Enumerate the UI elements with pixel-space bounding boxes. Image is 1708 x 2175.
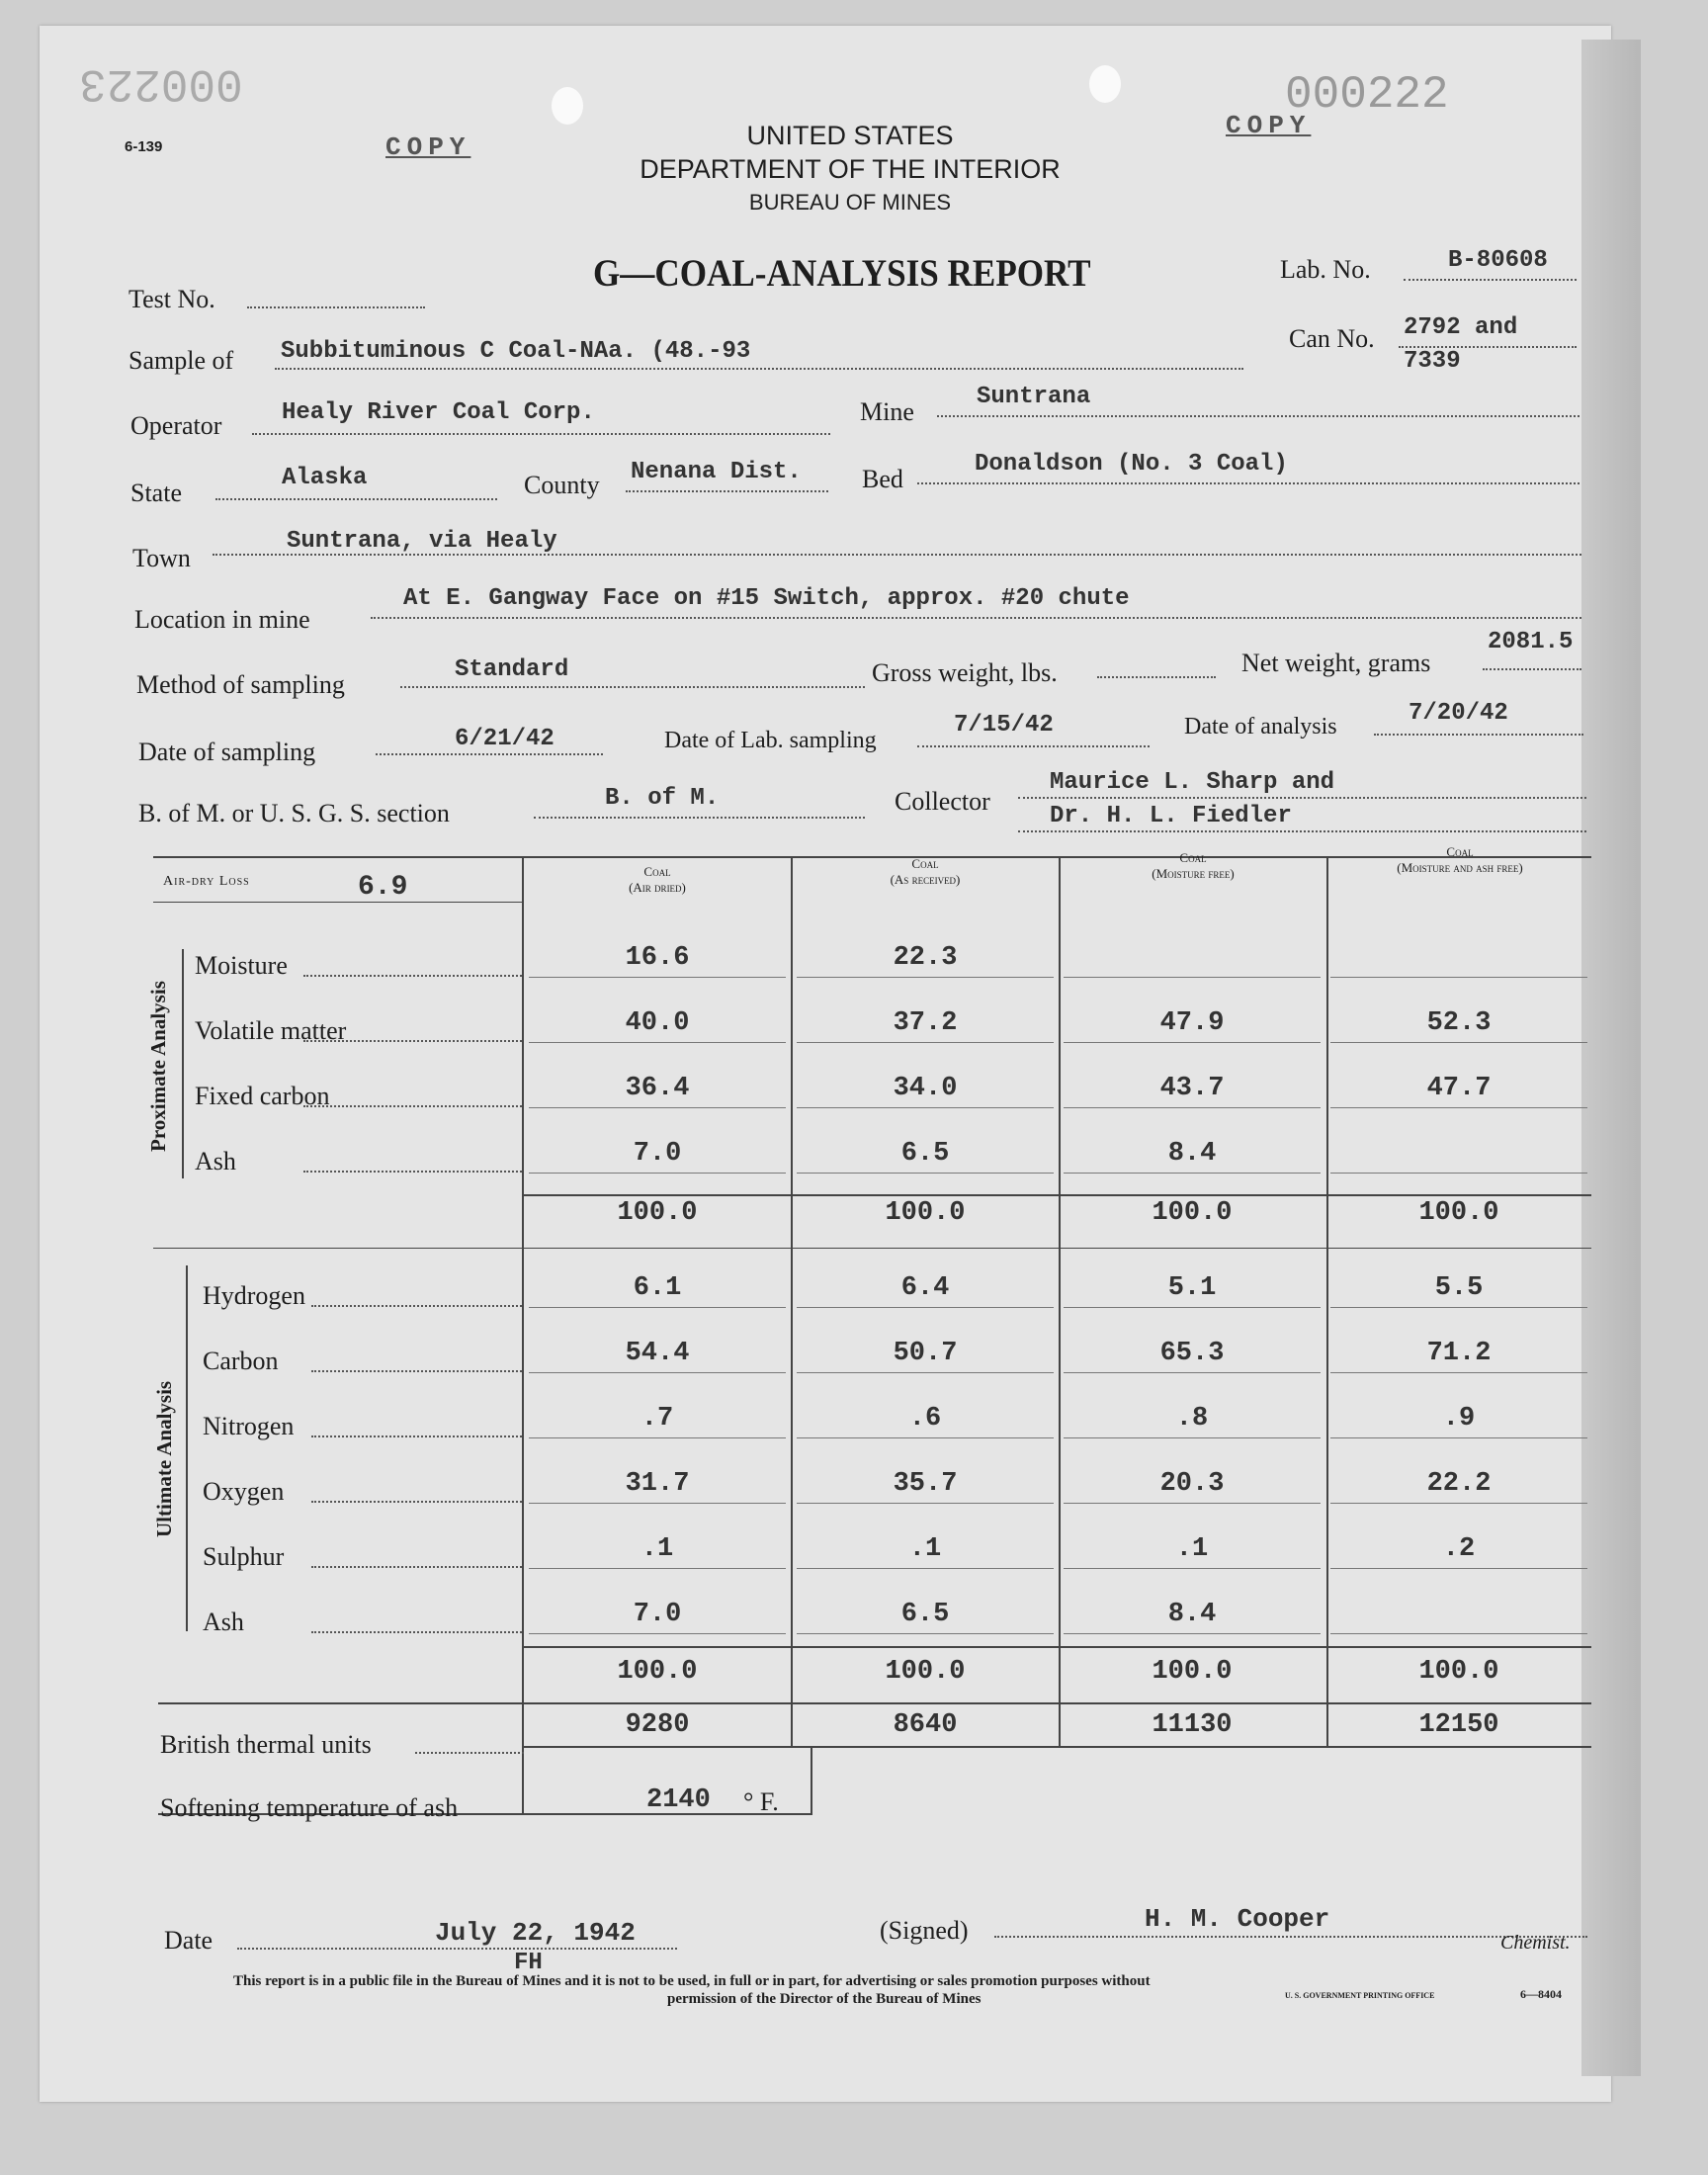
ultimate-cell-rule: [797, 1633, 1054, 1634]
section-line: [534, 817, 865, 819]
date-sampling-value: 6/21/42: [455, 726, 555, 752]
ultimate-cell: 65.3: [1159, 1339, 1225, 1368]
proximate-cell: 8.4: [1167, 1139, 1217, 1169]
proximate-row-dots: [303, 1171, 522, 1173]
col-divider-1: [522, 856, 524, 1813]
date-label: Date: [164, 1926, 214, 1955]
bed-value: Donaldson (No. 3 Coal): [975, 451, 1288, 478]
ultimate-cell-rule: [1330, 1437, 1587, 1438]
proximate-row-dots: [303, 1105, 522, 1107]
col-header-top: Coal: [1446, 844, 1474, 859]
document-sheet: [40, 26, 1611, 2102]
proximate-cell: 6.5: [900, 1139, 950, 1169]
proximate-bracket: [182, 949, 184, 1178]
ultimate-cell: 35.7: [893, 1469, 958, 1499]
ultimate-total-cell: 100.0: [885, 1657, 966, 1687]
sample-of-line: [275, 368, 1243, 370]
proximate-row-label: Volatile matter: [195, 1016, 347, 1045]
net-weight-line: [1483, 668, 1581, 670]
proximate-cell-rule: [1064, 1173, 1321, 1174]
col-header-air-dried: [524, 864, 791, 896]
ultimate-cell-rule: [529, 1307, 786, 1308]
ultimate-cell-rule: [797, 1503, 1054, 1504]
county-label: County: [524, 471, 600, 499]
ultimate-cell-rule: [797, 1307, 1054, 1308]
proximate-total-cell: 100.0: [1418, 1198, 1499, 1228]
sample-of-value: Subbituminous C Coal-NAa. (48.-93: [281, 338, 751, 365]
ultimate-cell: .6: [908, 1404, 942, 1434]
location-label: Location in mine: [134, 605, 310, 634]
ultimate-cell-rule: [797, 1437, 1054, 1438]
ultimate-cell-rule: [529, 1372, 786, 1373]
ultimate-cell-rule: [1064, 1372, 1321, 1373]
proximate-cell-rule: [1330, 977, 1587, 978]
proximate-cell-rule: [797, 1107, 1054, 1108]
ultimate-cell-rule: [529, 1503, 786, 1504]
ultimate-cell-rule: [1330, 1503, 1587, 1504]
location-value: At E. Gangway Face on #15 Switch, approx. #20 chute: [403, 585, 1130, 612]
initials-value: FH: [514, 1950, 543, 1976]
date-line: [237, 1948, 677, 1950]
section-label: B. of M. or U. S. G. S. section: [138, 799, 450, 827]
proximate-analysis-label: Proximate Analysis: [146, 981, 170, 1152]
ultimate-row-dots: [311, 1566, 522, 1568]
proximate-bottom-rule: [153, 1248, 1591, 1249]
ultimate-cell: 7.0: [633, 1600, 682, 1629]
date-sampling-label: Date of sampling: [138, 738, 316, 766]
signed-label: (Signed): [880, 1916, 969, 1945]
ultimate-cell: 6.1: [633, 1273, 682, 1303]
ultimate-cell: 50.7: [893, 1339, 958, 1368]
town-label: Town: [132, 544, 191, 572]
ultimate-row-dots: [311, 1501, 522, 1503]
proximate-cell: 36.4: [625, 1074, 690, 1103]
proximate-row-label: Fixed carbon: [195, 1082, 330, 1110]
proximate-cell: 52.3: [1426, 1008, 1492, 1038]
col-header-sub: (Moisture and ash free): [1397, 860, 1523, 875]
btu-cell: 12150: [1418, 1710, 1499, 1740]
date-lab-sampling-label: Date of Lab. sampling: [664, 728, 877, 753]
method-label: Method of sampling: [136, 670, 345, 699]
col-header-top: Coal: [643, 864, 671, 879]
ultimate-cell-rule: [1064, 1437, 1321, 1438]
form-code: 6-139: [125, 138, 163, 155]
ultimate-cell: .7: [640, 1404, 674, 1434]
ultimate-cell: 5.1: [1167, 1273, 1217, 1303]
gross-weight-line: [1097, 676, 1216, 678]
operator-label: Operator: [130, 411, 222, 440]
proximate-cell-rule: [797, 977, 1054, 978]
state-line: [215, 498, 497, 500]
collector-value: Maurice L. Sharp and: [1050, 769, 1335, 796]
proximate-cell-rule: [529, 1173, 786, 1174]
method-value: Standard: [455, 656, 569, 683]
ultimate-cell: 22.2: [1426, 1469, 1492, 1499]
proximate-cell-rule: [1064, 977, 1321, 978]
ultimate-row-dots: [311, 1631, 522, 1633]
proximate-cell: 16.6: [625, 943, 690, 973]
test-no-label: Test No.: [128, 285, 215, 313]
copy-stamp-right: COPY: [1226, 111, 1312, 140]
col-divider-3: [1059, 856, 1061, 1746]
btu-label: British thermal units: [160, 1730, 372, 1759]
ultimate-total-cell: 100.0: [617, 1657, 698, 1687]
proximate-row-dots: [303, 1040, 522, 1042]
ultimate-bottom-rule: [158, 1702, 1591, 1704]
softening-right-divider: [811, 1746, 812, 1815]
ultimate-cell: .1: [640, 1534, 674, 1564]
ultimate-cell: 5.5: [1434, 1273, 1484, 1303]
net-weight-value: 2081.5: [1488, 629, 1574, 655]
ultimate-total-rule: [524, 1646, 1591, 1648]
town-value: Suntrana, via Healy: [287, 528, 557, 555]
ultimate-cell-rule: [1064, 1307, 1321, 1308]
ultimate-cell: .8: [1175, 1404, 1209, 1434]
ultimate-cell: 54.4: [625, 1339, 690, 1368]
gross-weight-label: Gross weight, lbs.: [872, 658, 1058, 687]
ultimate-cell-rule: [529, 1437, 786, 1438]
corner-stamp-right: 000222: [1285, 69, 1449, 121]
can-no-value-2: 7339: [1404, 348, 1461, 375]
date-analysis-line: [1374, 734, 1583, 736]
btu-cell: 8640: [893, 1710, 958, 1740]
proximate-cell-rule: [1330, 1042, 1587, 1043]
col-header-top: Coal: [911, 856, 939, 871]
proximate-total-cell: 100.0: [885, 1198, 966, 1228]
can-no-label: Can No.: [1289, 324, 1375, 353]
ultimate-cell: 20.3: [1159, 1469, 1225, 1499]
proximate-row-dots: [303, 975, 522, 977]
ultimate-cell: .1: [908, 1534, 942, 1564]
softening-unit: ° F.: [743, 1787, 779, 1816]
col-header-sub: (Moisture free): [1152, 866, 1235, 881]
ultimate-cell-rule: [1330, 1372, 1587, 1373]
ultimate-cell-rule: [1330, 1307, 1587, 1308]
collector-value-2: Dr. H. L. Fiedler: [1050, 803, 1292, 829]
air-dry-rule: [153, 902, 524, 903]
proximate-cell: 43.7: [1159, 1074, 1225, 1103]
date-analysis-value: 7/20/42: [1409, 700, 1508, 727]
collector-label: Collector: [895, 787, 990, 816]
col-divider-4: [1326, 856, 1328, 1746]
proximate-total-rule: [524, 1194, 1591, 1196]
sample-of-label: Sample of: [128, 346, 234, 375]
proximate-cell-rule: [1064, 1042, 1321, 1043]
ultimate-cell: .9: [1442, 1404, 1476, 1434]
col-header-sub: (Air dried): [629, 880, 686, 895]
proximate-cell-rule: [529, 977, 786, 978]
corner-stamp-left: 000223: [79, 57, 243, 109]
softening-value: 2140: [646, 1785, 711, 1815]
proximate-total-cell: 100.0: [617, 1198, 698, 1228]
operator-line: [252, 433, 830, 435]
agency-line-1: UNITED STATES: [746, 121, 954, 150]
ultimate-cell: 6.5: [900, 1600, 950, 1629]
ultimate-cell: .2: [1442, 1534, 1476, 1564]
ultimate-row-label: Nitrogen: [203, 1412, 295, 1440]
softening-label: Softening temperature of ash: [160, 1793, 459, 1822]
proximate-cell-rule: [1330, 1173, 1587, 1174]
air-dry-loss-label: Air-dry Loss: [163, 874, 250, 889]
method-line: [400, 686, 865, 688]
ultimate-cell-rule: [797, 1372, 1054, 1373]
proximate-total-cell: 100.0: [1152, 1198, 1233, 1228]
ultimate-cell-rule: [797, 1568, 1054, 1569]
ultimate-cell-rule: [1330, 1633, 1587, 1634]
ultimate-row-label: Sulphur: [203, 1542, 285, 1571]
proximate-cell: 22.3: [893, 943, 958, 973]
date-lab-sampling-line: [917, 745, 1150, 747]
agency-line-2: DEPARTMENT OF THE INTERIOR: [640, 154, 1061, 184]
section-value: B. of M.: [605, 785, 720, 812]
proximate-cell-rule: [797, 1042, 1054, 1043]
copy-stamp-left: COPY: [385, 132, 471, 162]
ultimate-cell: 6.4: [900, 1273, 950, 1303]
proximate-cell-rule: [529, 1042, 786, 1043]
ultimate-cell: 31.7: [625, 1469, 690, 1499]
state-value: Alaska: [282, 465, 368, 491]
ultimate-cell: .1: [1175, 1534, 1209, 1564]
ultimate-cell-rule: [1064, 1503, 1321, 1504]
proximate-cell: 47.9: [1159, 1008, 1225, 1038]
date-value: July 22, 1942: [435, 1918, 636, 1948]
printing-office: U. S. GOVERNMENT PRINTING OFFICE: [1285, 1991, 1435, 2000]
btu-cell: 11130: [1152, 1710, 1233, 1740]
collector-line: [1018, 797, 1586, 799]
ultimate-cell-rule: [1064, 1633, 1321, 1634]
agency-header: [554, 119, 1147, 219]
operator-value: Healy River Coal Corp.: [282, 399, 595, 426]
notice-line-2: permission of the Director of the Bureau of Mines: [667, 1991, 982, 2007]
bed-label: Bed: [862, 465, 903, 493]
mine-value: Suntrana: [977, 384, 1091, 410]
date-sampling-line: [376, 753, 603, 755]
lab-no-label: Lab. No.: [1280, 255, 1371, 284]
lab-no-value: B-80608: [1448, 247, 1548, 274]
ultimate-analysis-label: Ultimate Analysis: [152, 1380, 176, 1537]
proximate-cell: 47.7: [1426, 1074, 1492, 1103]
lab-no-line: [1404, 279, 1577, 281]
ultimate-cell-rule: [529, 1568, 786, 1569]
collector-line-2: [1018, 830, 1586, 832]
county-value: Nenana Dist.: [631, 459, 802, 485]
col-header-maf: [1328, 844, 1591, 876]
col-header-top: Coal: [1179, 850, 1207, 865]
punch-hole-right: [1089, 65, 1121, 103]
btu-cell: 9280: [625, 1710, 690, 1740]
ultimate-row-label: Hydrogen: [203, 1281, 305, 1310]
ultimate-row-label: Oxygen: [203, 1477, 285, 1506]
proximate-cell-rule: [1330, 1107, 1587, 1108]
net-weight-label: Net weight, grams: [1241, 649, 1431, 677]
state-label: State: [130, 478, 182, 507]
btu-bottom-rule: [524, 1746, 1591, 1748]
ultimate-row-dots: [311, 1370, 522, 1372]
proximate-cell: 37.2: [893, 1008, 958, 1038]
page-edge-shadow: [1581, 40, 1641, 2076]
proximate-cell-rule: [1064, 1107, 1321, 1108]
col-header-sub: (As received): [890, 872, 961, 887]
ultimate-cell-rule: [1330, 1568, 1587, 1569]
ultimate-row-dots: [311, 1436, 522, 1437]
ultimate-row-label: Carbon: [203, 1347, 279, 1375]
ultimate-row-label: Ash: [203, 1608, 244, 1636]
signed-line: [994, 1936, 1587, 1938]
ultimate-cell-rule: [1064, 1568, 1321, 1569]
col-header-as-received: [793, 856, 1058, 888]
proximate-row-label: Ash: [195, 1147, 236, 1175]
mine-line: [937, 415, 1580, 417]
signed-value: H. M. Cooper: [1145, 1904, 1330, 1934]
test-no-line: [247, 306, 425, 308]
location-line: [371, 617, 1581, 619]
ultimate-cell-rule: [529, 1633, 786, 1634]
col-header-moisture-free: [1061, 850, 1325, 882]
ultimate-cell: 71.2: [1426, 1339, 1492, 1368]
agency-line-3: BUREAU OF MINES: [748, 190, 952, 215]
air-dry-loss-value: 6.9: [358, 872, 408, 903]
proximate-row-label: Moisture: [195, 951, 288, 980]
ultimate-total-cell: 100.0: [1152, 1657, 1233, 1687]
col-divider-2: [791, 856, 793, 1746]
can-no-value: 2792 and: [1404, 314, 1518, 341]
proximate-cell-rule: [529, 1107, 786, 1108]
ultimate-total-cell: 100.0: [1418, 1657, 1499, 1687]
proximate-cell-rule: [797, 1173, 1054, 1174]
notice-line-1: This report is in a public file in the Bureau of Mines and it is not to be used, in full or in part, for advertising or sales promotion purposes without: [233, 1973, 1151, 1989]
ultimate-cell: 8.4: [1167, 1600, 1217, 1629]
date-lab-sampling-value: 7/15/42: [954, 712, 1054, 739]
proximate-cell: 34.0: [893, 1074, 958, 1103]
ultimate-bracket: [186, 1265, 188, 1631]
ultimate-row-dots: [311, 1305, 522, 1307]
printing-code: 6—8404: [1520, 1987, 1562, 2001]
proximate-cell: 7.0: [633, 1139, 682, 1169]
report-title: G—COAL-ANALYSIS REPORT: [593, 252, 1091, 295]
mine-label: Mine: [860, 397, 914, 426]
btu-dots: [415, 1752, 524, 1754]
proximate-cell: 40.0: [625, 1008, 690, 1038]
chemist-label: Chemist.: [1500, 1932, 1571, 1954]
county-line: [626, 490, 828, 492]
bed-line: [917, 482, 1580, 484]
date-analysis-label: Date of analysis: [1184, 714, 1337, 740]
